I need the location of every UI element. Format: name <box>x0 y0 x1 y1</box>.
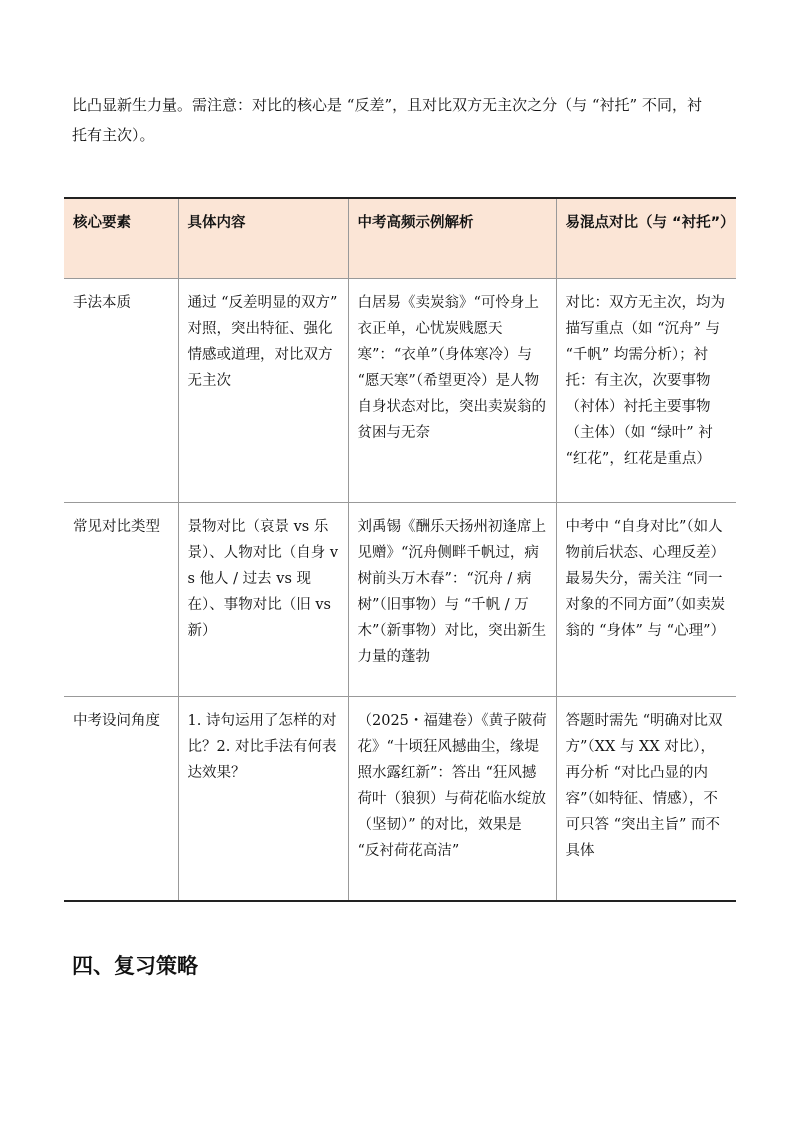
cell-element: 中考设问角度 <box>64 696 178 901</box>
cell-example: 白居易《卖炭翁》“可怜身上衣正单，心忧炭贱愿天寒”：“衣单”（身体寒冷）与 “愿天寒”（希望更冷）是人物自身状态对比，突出卖炭翁的贫困与无奈 <box>348 278 556 502</box>
table-row <box>64 696 736 901</box>
header-confusion-comparison: 易混点对比（与 “衬托”） <box>556 198 736 278</box>
cell-confusion: 对比：双方无主次，均为描写重点（如 “沉舟” 与 “千帆” 均需分析）；衬托：有主次，次要事物（衬体）衬托主要事物（主体）（如 “绿叶” 衬 “红花”，红花是重点） <box>556 278 736 502</box>
cell-content: 通过 “反差明显的双方” 对照，突出特征、强化情感或道理，对比双方无主次 <box>178 278 348 502</box>
cell-confusion: 答题时需先 “明确对比双方”（XX 与 XX 对比），再分析 “对比凸显的内容”（如特征、情感），不可只答 “突出主旨” 而不具体 <box>556 696 736 901</box>
cell-example: 刘禹锡《酬乐天扬州初逢席上见赠》“沉舟侧畔千帆过，病树前头万木春”：“沉舟 / 病树”（旧事物）与 “千帆 / 万木”（新事物）对比，突出新生力量的蓬勃 <box>348 502 556 696</box>
header-core-element: 核心要素 <box>64 198 178 278</box>
cell-element: 常见对比类型 <box>64 502 178 696</box>
intro-line-2: 托有主次）。 <box>72 126 155 144</box>
cell-content: 景物对比（哀景 vs 乐景）、人物对比（自身 vs 他人 / 过去 vs 现在）、事物对比（旧 vs 新） <box>178 502 348 696</box>
contrast-technique-table <box>64 197 736 902</box>
cell-confusion: 中考中 “自身对比”（如人物前后状态、心理反差）最易失分，需关注 “同一对象的不同方面”（如卖炭翁的 “身体” 与 “心理”） <box>556 502 736 696</box>
section-heading: 四、复习策略 <box>72 954 198 978</box>
table-row <box>64 278 736 502</box>
header-example-analysis: 中考高频示例解析 <box>348 198 556 278</box>
cell-example: （2025・福建卷）《黄子陂荷花》“十顷狂风撼曲尘，缘堤照水露红新”：答出 “狂风撼荷叶（狼狈）与荷花临水绽放（坚韧）” 的对比，效果是 “反衬荷花高洁” <box>348 696 556 901</box>
cell-content: 1. 诗句运用了怎样的对比？2. 对比手法有何表达效果？ <box>178 696 348 901</box>
intro-line-1: 比凸显新生力量。需注意：对比的核心是 “反差”，且对比双方无主次之分（与 “衬托” 不同，衬 <box>72 96 702 114</box>
cell-element: 手法本质 <box>64 278 178 502</box>
table-header-row <box>64 198 736 278</box>
header-content: 具体内容 <box>178 198 348 278</box>
table-row <box>64 502 736 696</box>
intro-paragraph <box>72 90 736 150</box>
